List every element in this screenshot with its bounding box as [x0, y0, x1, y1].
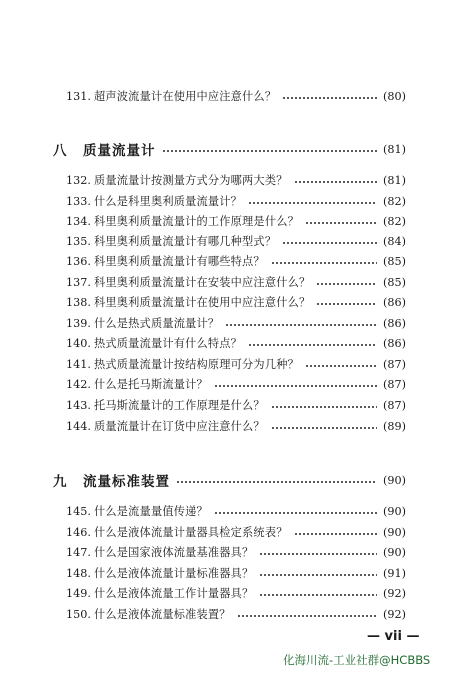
dot-leader: [271, 262, 377, 264]
entry-number: 147.: [66, 545, 91, 559]
dot-leader: [259, 553, 377, 555]
entry-page: (87): [383, 357, 406, 371]
dot-leader: [294, 181, 377, 183]
entry-number: 139.: [66, 316, 91, 330]
dot-leader: [271, 406, 377, 408]
toc-entry-139: [66, 314, 406, 332]
entry-page: (86): [383, 316, 406, 330]
entry-title: 什么是托马斯流量计？: [94, 378, 208, 391]
entry-page: (90): [383, 504, 406, 518]
dot-leader: [259, 574, 377, 576]
entry-number: 140.: [66, 336, 91, 350]
dot-leader: [282, 97, 377, 99]
entry-page: (89): [383, 419, 406, 433]
entry-title: 什么是液体流量标准装置？: [94, 608, 231, 621]
entry-title: 热式质量流量计有什么特点？: [94, 337, 243, 350]
dot-leader: [225, 324, 377, 326]
toc-entry-135: [66, 232, 406, 250]
entry-title: 质量流量计在订货中应注意什么？: [94, 420, 265, 433]
toc-entry-131: [66, 87, 406, 105]
page-folio: — vii —: [367, 629, 420, 644]
dot-leader: [282, 242, 377, 244]
entry-title: 科里奥利质量流量计有哪些特点？: [94, 255, 265, 268]
entry-number: 148.: [66, 566, 91, 580]
entry-number: 141.: [66, 357, 91, 371]
entry-number: 144.: [66, 419, 91, 433]
toc-entry-146: [66, 523, 406, 541]
entry-number: 142.: [66, 377, 91, 391]
entry-title: 科里奥利质量流量计在使用中应注意什么？: [94, 296, 311, 309]
entry-number: 138.: [66, 295, 91, 309]
toc-entry-150: [66, 605, 406, 623]
entry-page: (85): [383, 275, 406, 289]
toc-entry-138: [66, 293, 406, 311]
entry-number: 134.: [66, 214, 91, 228]
entry-page: (82): [383, 194, 406, 208]
entry-page: (91): [383, 566, 406, 580]
toc-entry-134: [66, 212, 406, 230]
dot-leader: [316, 303, 377, 305]
dot-leader: [248, 344, 377, 346]
dot-leader: [248, 202, 377, 204]
dot-leader: [176, 481, 377, 483]
entry-title: 什么是液体流量计量器具检定系统表？: [94, 526, 288, 539]
entry-page: (82): [383, 214, 406, 228]
section-number: 八: [53, 143, 67, 159]
entry-title: 什么是液体流量计量标准器具？: [94, 567, 254, 580]
toc-entry-132: [66, 171, 406, 189]
dot-leader: [305, 222, 377, 224]
section-heading-9: [53, 469, 406, 491]
toc-entry-145: [66, 502, 406, 520]
toc-entry-136: [66, 252, 406, 270]
entry-page: (90): [383, 545, 406, 559]
section-number: 九: [53, 474, 67, 490]
entry-page: (86): [383, 336, 406, 350]
entry-number: 136.: [66, 254, 91, 268]
entry-number: 150.: [66, 607, 91, 621]
toc-entry-147: [66, 543, 406, 561]
dot-leader: [214, 385, 377, 387]
toc-entry-140: [66, 334, 406, 352]
entry-title: 科里奥利质量流量计在安装中应注意什么？: [94, 276, 311, 289]
section-page: (81): [383, 142, 406, 156]
section-title: 流量标准装置: [83, 474, 170, 490]
entry-title: 什么是流量量值传递？: [94, 505, 208, 518]
entry-number: 133.: [66, 194, 91, 208]
section-page: (90): [383, 473, 406, 487]
entry-page: (87): [383, 398, 406, 412]
entry-page: (85): [383, 254, 406, 268]
dot-leader: [294, 533, 377, 535]
entry-title: 科里奥利质量流量计有哪几种型式？: [94, 235, 277, 248]
dot-leader: [162, 150, 378, 152]
watermark-text: 化海川流-工业社群@HCBBS: [283, 653, 431, 667]
entry-number: 143.: [66, 398, 91, 412]
entry-page: (90): [383, 525, 406, 539]
section-heading-8: [53, 138, 406, 160]
entry-title: 科里奥利质量流量计的工作原理是什么？: [94, 215, 299, 228]
entry-title: 什么是科里奥利质量流量计？: [94, 195, 243, 208]
toc-entry-137: [66, 273, 406, 291]
entry-page: (81): [383, 173, 406, 187]
entry-number: 149.: [66, 586, 91, 600]
entry-number: 135.: [66, 234, 91, 248]
entry-number: 146.: [66, 525, 91, 539]
entry-title: 质量流量计按测量方式分为哪两大类？: [94, 174, 288, 187]
entry-number: 131.: [66, 89, 91, 103]
entry-title: 什么是液体流量工作计量器具？: [94, 587, 254, 600]
dot-leader: [316, 283, 377, 285]
entry-page: (87): [383, 377, 406, 391]
dot-leader: [305, 365, 377, 367]
toc-entry-133: [66, 192, 406, 210]
dot-leader: [214, 512, 377, 514]
entry-title: 什么是热式质量流量计？: [94, 317, 220, 330]
entry-number: 137.: [66, 275, 91, 289]
toc-entry-149: [66, 584, 406, 602]
toc-entry-144: [66, 417, 406, 435]
toc-entry-148: [66, 564, 406, 582]
entry-number: 145.: [66, 504, 91, 518]
entry-title: 什么是国家液体流量基准器具？: [94, 546, 254, 559]
entry-title: 超声波流量计在使用中应注意什么？: [94, 90, 277, 103]
dot-leader: [271, 427, 377, 429]
entry-page: (86): [383, 295, 406, 309]
toc-entry-143: [66, 396, 406, 414]
dot-leader: [237, 615, 377, 617]
entry-page: (84): [383, 234, 406, 248]
section-title: 质量流量计: [83, 143, 156, 159]
entry-page: (92): [383, 607, 406, 621]
entry-page: (80): [383, 89, 406, 103]
toc-entry-141: [66, 355, 406, 373]
toc-entry-142: [66, 375, 406, 393]
entry-title: 热式质量流量计按结构原理可分为几种？: [94, 358, 299, 371]
entry-page: (92): [383, 586, 406, 600]
entry-title: 托马斯流量计的工作原理是什么？: [94, 399, 265, 412]
entry-number: 132.: [66, 173, 91, 187]
dot-leader: [259, 594, 377, 596]
